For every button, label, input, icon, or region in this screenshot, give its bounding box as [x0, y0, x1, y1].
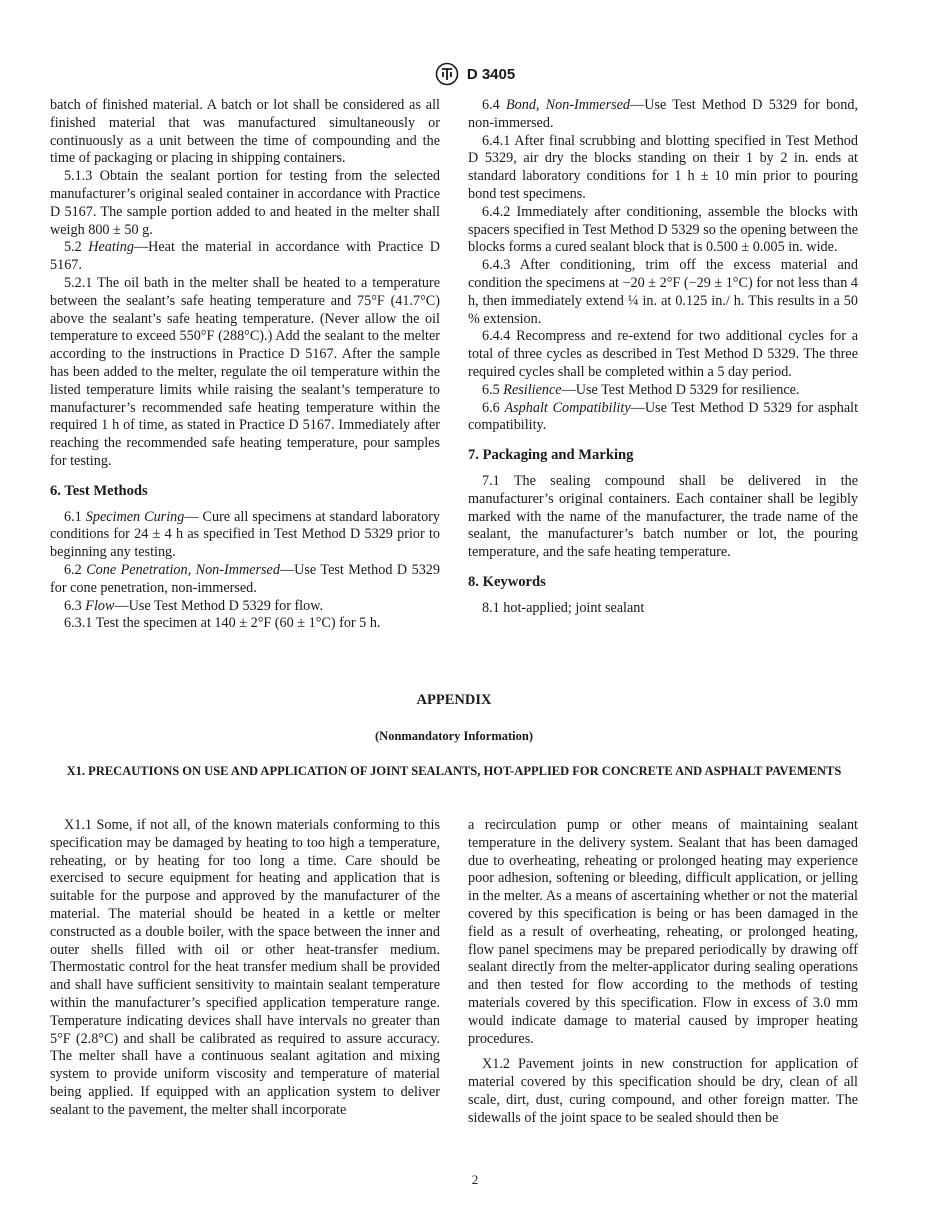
paragraph-title: Resilience	[503, 381, 562, 398]
appendix-x1-heading: X1. PRECAUTIONS ON USE AND APPLICATION OF JOINT SEALANTS, HOT-APPLIED FOR CONCRETE AND ASPHALT PAVEMENTS	[66, 764, 842, 778]
paragraph-title: Cone Penetration, Non-Immersed	[86, 561, 280, 578]
paragraph: batch of finished material. A batch or lot shall be considered as all finished material that was manufactured simultaneously or continuously as a unit between the time of compounding and the time of packaging or placing in shipping containers.	[50, 97, 440, 167]
appendix-subtitle: (Nonmandatory Information)	[375, 729, 533, 743]
paragraph-title: Asphalt Compatibility	[504, 399, 631, 416]
appendix-left-column	[50, 817, 440, 1120]
astm-logo-icon	[435, 62, 459, 86]
paragraph: 6.5 Resilience—Use Test Method D 5329 for resilience.	[482, 381, 800, 398]
paragraph: 6.1 Specimen Curing— Cure all specimens at standard laboratory conditions for 24 ± 4 h as specified in Test Method D 5329 prior to beginning any testing.	[50, 508, 440, 561]
paragraph-text: — Cure all specimens at standard laboratory conditions for 24 ± 4 h as specified in Test Method D 5329 prior to beginning any testing.	[50, 508, 440, 561]
appendix-right-column	[468, 817, 858, 1128]
section-heading: 6. Test Methods	[50, 482, 148, 499]
paragraph-text: —Heat the material in accordance with Practice D 5167.	[50, 239, 441, 274]
paragraph-text: —Use Test Method D 5329 for flow.	[114, 597, 324, 614]
paragraph-text: —Use Test Method D 5329 for asphalt compatibility.	[468, 399, 859, 434]
paragraph: 6.6 Asphalt Compatibility—Use Test Method D 5329 for asphalt compatibility.	[468, 399, 859, 434]
section-heading: 8. Keywords	[468, 573, 546, 590]
left-column	[50, 97, 440, 633]
paragraph: 7.1 The sealing compound shall be delivered in the manufacturer’s original containers. Each container shall be legibly marked with the name of the manufacturer, the trade name of the sealant, the manufacturer’s batch number or lot, the pouring temperature, and the safe heating temperature.	[468, 472, 858, 561]
paragraph: 5.1.3 Obtain the sealant portion for testing from the selected manufacturer’s original sealed container in accordance with Practice D 5167. The sample portion added to and heated in the melter shall weigh 800 ± 50 g.	[50, 168, 440, 238]
paragraph: 6.4.3 After conditioning, trim off the excess material and condition the specimens at −20 ± 2°F (−29 ± 1°C) for not less than 4 h, then immediately extend ¼ in. at 0.125 in./ h. This results in a 50 % extension.	[468, 257, 858, 327]
paragraph: a recirculation pump or other means of maintaining sealant temperature in the delivery system. Sealant that has been damaged due to overheating, reheating or prolonged heating may experience poor adhesion, softening or bleeding, difficult application, or jelling in the melter. As a means of ascertaining whether or not the material covered by this specification is being or has been damaged in the field as a result of overheating, reheating, or prolonged heating, flow panel specimens may be prepared periodically by drawing off sealant directly from the melter-applicator during sealing operations and then tested for flow according to the methods of testing materials covered by this specification. Flow in excess of 3.0 mm would indicate damage to material caused by improper heating procedures.	[468, 817, 858, 1047]
paragraph: X1.2 Pavement joints in new construction for application of material covered by this specification should be dry, clean of all scale, dirt, dust, curing compound, and other foreign matter. The sidewalls of the joint space to be sealed should then be	[468, 1056, 858, 1126]
paragraph-title: Heating	[88, 239, 134, 256]
paragraph-text: —Use Test Method D 5329 for resilience.	[561, 381, 800, 398]
paragraph-title: Bond, Non-Immersed	[505, 97, 631, 113]
paragraph: 6.4.2 Immediately after conditioning, assemble the blocks with spacers specified in Test Method D 5329 so the opening between the blocks forms a cured sealant block that is 0.500 ± 0.005 in. wide.	[468, 203, 858, 256]
paragraph-text: —Use Test Method D 5329 for bond, non-immersed.	[468, 97, 859, 131]
page-number: 2	[471, 1172, 479, 1187]
paragraph: X1.1 Some, if not all, of the known materials conforming to this specification may be damaged by heating to too high a temperature, reheating, or by heating for too long a time. Care should be exercised to secure equipment for heating and application that is suitable for the purpose and approved by the manufacturer of the material. The material should be heated in a kettle or melter constructed as a double boiler, with the space between the inner and outer shells filled with oil or other heat-transfer medium. Thermostatic control for the heat transfer medium shall be provided and shall have sufficient sensitivity to maintain sealant temperature within the manufacturer’s specified application temperature range. Temperature indicating devices shall have intervals no greater than 5°F (2.8°C) and shall be calibrated as required to assure accuracy. The melter shall have a continuous sealant agitation and mixing system to provide uniform viscosity and temperature of material being applied. If equipped with an application system to deliver sealant to the pavement, the melter shall incorporate	[50, 817, 440, 1118]
paragraph: 6.2 Cone Penetration, Non-Immersed—Use Test Method D 5329 for cone penetration, non-immersed.	[50, 561, 440, 596]
appendix-title: APPENDIX	[416, 692, 492, 708]
paragraph-title: Specimen Curing	[85, 508, 185, 525]
page-header	[0, 62, 950, 86]
paragraph: 6.3 Flow—Use Test Method D 5329 for flow.	[64, 597, 324, 614]
paragraph: 8.1 hot-applied; joint sealant	[482, 599, 645, 616]
document-number: D 3405	[466, 65, 516, 83]
paragraph: 6.4.1 After final scrubbing and blotting specified in Test Method D 5329, air dry the blocks standing on their 1 by 2 in. ends at standard laboratory conditions for 1 h ± 10 min prior to pouring bond test specimens.	[468, 132, 858, 202]
section-heading: 7. Packaging and Marking	[468, 447, 634, 464]
paragraph: 5.2.1 The oil bath in the melter shall be heated to a temperature between the sealant’s safe heating temperature and 75°F (41.7°C) above the sealant’s safe heating temperature. (Never allow the oil temperature to exceed 550°F (288°C).) Add the sealant to the melter according to the instructions in Practice D 5167. After the sample has been added to the melter, regulate the oil temperature within the listed temperature limits while raising the sealant’s temperature to manufacturer’s recommended safe heating temperature within the required 1 h of time, as stated in Practice D 5167. Immediately after reaching the recommended safe heating temperature, pour samples for testing.	[50, 274, 440, 469]
paragraph-text: —Use Test Method D 5329 for cone penetration, non-immersed.	[50, 561, 440, 596]
paragraph: 6.4 Bond, Non-Immersed—Use Test Method D 5329 for bond, non-immersed.	[468, 97, 859, 131]
paragraph: 6.4.4 Recompress and re-extend for two additional cycles for a total of three cycles as described in Test Method D 5329. The three required cycles shall be completed within a 5 day period.	[468, 328, 858, 380]
paragraph: 5.2 Heating—Heat the material in accordance with Practice D 5167.	[50, 239, 441, 274]
right-column	[468, 97, 858, 618]
paragraph: 6.3.1 Test the specimen at 140 ± 2°F (60 ± 1°C) for 5 h.	[64, 615, 381, 632]
paragraph-title: Flow	[85, 597, 115, 614]
